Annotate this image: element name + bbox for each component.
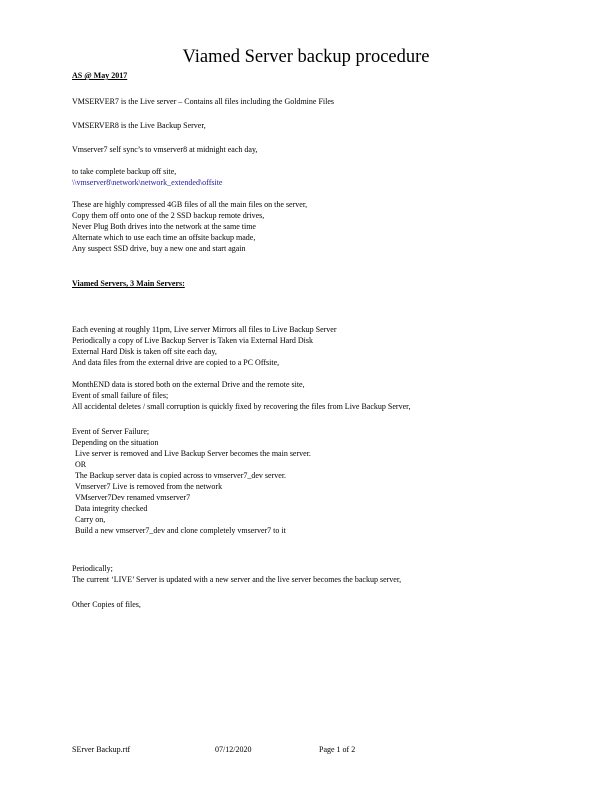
ssd-note: These are highly compressed 4GB files of all the main files on the server, [72,200,308,209]
failure-step: The Backup server data is copied across to vmserver7_dev server. [75,471,287,480]
periodically-heading: Periodically; [72,564,113,573]
evening-line: And data files from the external drive are copied to a PC Offsite, [72,358,280,367]
failure-step: Carry on, [75,515,106,524]
evening-line: Periodically a copy of Live Backup Server is Taken via External Hard Disk [72,336,313,345]
failure-heading: Event of Server Failure; [72,427,150,436]
failure-depending: Depending on the situation [72,438,159,447]
evening-line: Each evening at roughly 11pm, Live server Mirrors all files to Live Backup Server [72,325,337,334]
intro-line: VMSERVER8 is the Live Backup Server, [72,121,206,130]
failure-step: Data integrity checked [75,504,148,513]
failure-step: OR [75,460,87,469]
document-title: Viamed Server backup procedure [182,47,430,67]
monthend-line: All accidental deletes / small corruption is quickly fixed by recovering the files from Live Backup Server, [72,402,411,411]
author-date: AS @ May 2017 [72,71,128,80]
evening-line: External Hard Disk is taken off site each day, [72,347,217,356]
failure-step: VMserver7Dev renamed vmserver7 [75,493,191,502]
periodically-text: The current ‘LIVE’ Server is updated with a new server and the live server becomes the backup server, [72,575,402,584]
failure-step: Live server is removed and Live Backup Server becomes the main server. [75,449,311,458]
footer-filename: SErver Backup.rtf [72,745,131,754]
failure-step: Build a new vmserver7_dev and clone completely vmserver7 to it [75,526,286,535]
ssd-note: Any suspect SSD drive, buy a new one and start again [72,244,246,253]
intro-line: VMSERVER7 is the Live server – Contains all files including the Goldmine Files [72,97,334,106]
intro-line: to take complete backup off site, [72,167,177,176]
ssd-note: Alternate which to use each time an offsite backup made, [72,233,256,242]
other-copies: Other Copies of files, [72,600,141,609]
failure-step: Vmserver7 Live is removed from the network [75,482,223,491]
footer-date: 07/12/2020 [215,745,252,754]
servers-heading: Viamed Servers, 3 Main Servers: [72,279,185,288]
footer-page-number: Page 1 of 2 [319,745,356,754]
ssd-note: Copy them off onto one of the 2 SSD backup remote drives, [72,211,265,220]
monthend-line: Event of small failure of files; [72,391,169,400]
intro-line: Vmserver7 self sync’s to vmserver8 at midnight each day, [72,145,258,154]
offsite-path-link[interactable]: \\vmserver8\network\network_extended\offsite [72,178,223,187]
monthend-line: MonthEND data is stored both on the external Drive and the remote site, [72,380,305,389]
ssd-note: Never Plug Both drives into the network at the same time [72,222,256,231]
